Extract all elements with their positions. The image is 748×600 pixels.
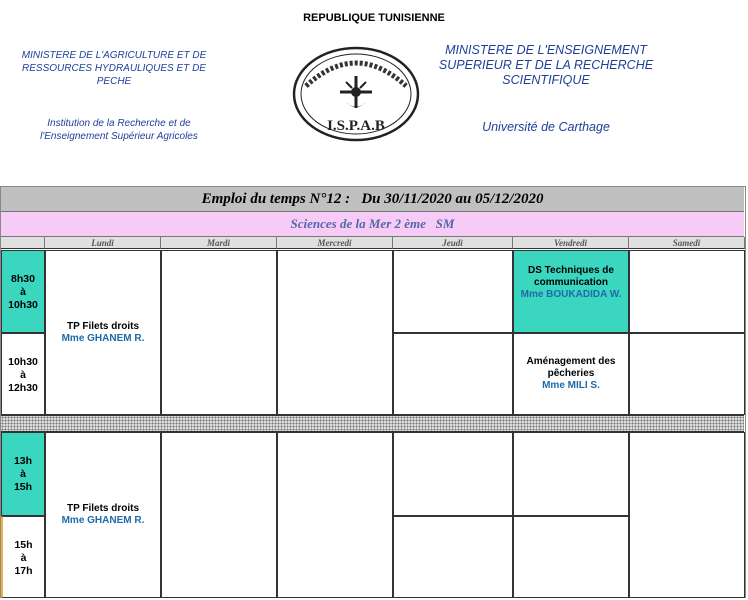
class-code: SM <box>435 216 455 231</box>
time-start: 13h <box>13 455 33 467</box>
time-end: 10h30 <box>8 299 38 311</box>
mercredi-afternoon-cell[interactable] <box>277 432 393 598</box>
vendredi-s4-cell[interactable] <box>513 516 629 598</box>
lunch-break-divider <box>1 415 744 432</box>
time-slot-8h30 <box>1 250 45 333</box>
day-header-lundi: Lundi <box>45 237 161 249</box>
mardi-afternoon-cell[interactable] <box>161 432 277 598</box>
day-header-mardi: Mardi <box>161 237 277 249</box>
time-start: 8h30 <box>11 273 35 285</box>
time-end: 15h <box>13 481 33 493</box>
mardi-morning-cell[interactable] <box>161 250 277 415</box>
day-header-samedi: Samedi <box>629 237 745 249</box>
schedule-number: Emploi du temps N°12 : <box>201 191 351 207</box>
vendredi-s2-cell[interactable] <box>513 333 629 415</box>
time-sep: à <box>20 468 26 480</box>
time-start: 15h <box>14 539 33 551</box>
time-end: 12h30 <box>8 382 38 394</box>
samedi-s2-cell[interactable] <box>629 333 745 415</box>
day-header-vendredi: Vendredi <box>513 237 629 249</box>
jeudi-s3-cell[interactable] <box>393 432 513 516</box>
logo-text: I.S.P.A.B <box>327 118 385 134</box>
time-slot-15h <box>1 516 45 598</box>
course-teacher: Mme GHANEM R. <box>61 333 145 344</box>
jeudi-s1-cell[interactable] <box>393 250 513 333</box>
class-name: Sciences de la Mer 2 ème <box>290 216 426 231</box>
samedi-afternoon-cell[interactable] <box>629 432 745 598</box>
schedule-title <box>1 187 744 212</box>
course-title: DS Techniques de communication <box>528 265 614 288</box>
university-name: Université de Carthage <box>482 120 610 134</box>
class-banner <box>1 212 744 237</box>
course-title: TP Filets droits <box>66 503 140 514</box>
time-sep: à <box>20 286 26 298</box>
mercredi-morning-cell[interactable] <box>277 250 393 415</box>
time-end: 17h <box>14 565 33 577</box>
lundi-afternoon-cell[interactable] <box>45 432 161 598</box>
jeudi-s4-cell[interactable] <box>393 516 513 598</box>
schedule-dates: Du 30/11/2020 au 05/12/2020 <box>361 191 544 207</box>
course-teacher: Mme GHANEM R. <box>61 515 145 526</box>
time-sep: à <box>20 552 27 564</box>
time-slot-13h <box>1 432 45 516</box>
ministry-agriculture: MINISTERE DE L'AGRICULTURE ET DE RESSOURCES HYDRAULIQUES ET DE PECHE <box>21 50 207 87</box>
course-teacher: Mme MILI S. <box>542 380 600 391</box>
corner-cell <box>1 237 45 249</box>
time-start: 10h30 <box>8 356 38 368</box>
lundi-morning-cell[interactable] <box>45 250 161 415</box>
time-sep: à <box>20 369 26 381</box>
country-title: REPUBLIQUE TUNISIENNE <box>303 12 445 24</box>
day-header-jeudi: Jeudi <box>393 237 513 249</box>
institution-name: Institution de la Recherche et de l'Enseignement Supérieur Agricoles <box>40 118 198 142</box>
jeudi-s2-cell[interactable] <box>393 333 513 415</box>
course-title: TP Filets droits <box>66 321 140 332</box>
vendredi-s1-cell[interactable] <box>513 250 629 333</box>
samedi-s1-cell[interactable] <box>629 250 745 333</box>
course-teacher: Mme BOUKADIDA W. <box>520 289 622 300</box>
ministry-higher-education: MINISTERE DE L'ENSEIGNEMENT SUPERIEUR ET DE LA RECHERCHE SCIENTIFIQUE <box>438 43 654 87</box>
day-header-mercredi: Mercredi <box>277 237 393 249</box>
ispab-logo <box>292 46 420 142</box>
time-slot-10h30 <box>1 333 45 415</box>
vendredi-s3-cell[interactable] <box>513 432 629 516</box>
course-title: Aménagement des pêcheries <box>526 356 616 379</box>
